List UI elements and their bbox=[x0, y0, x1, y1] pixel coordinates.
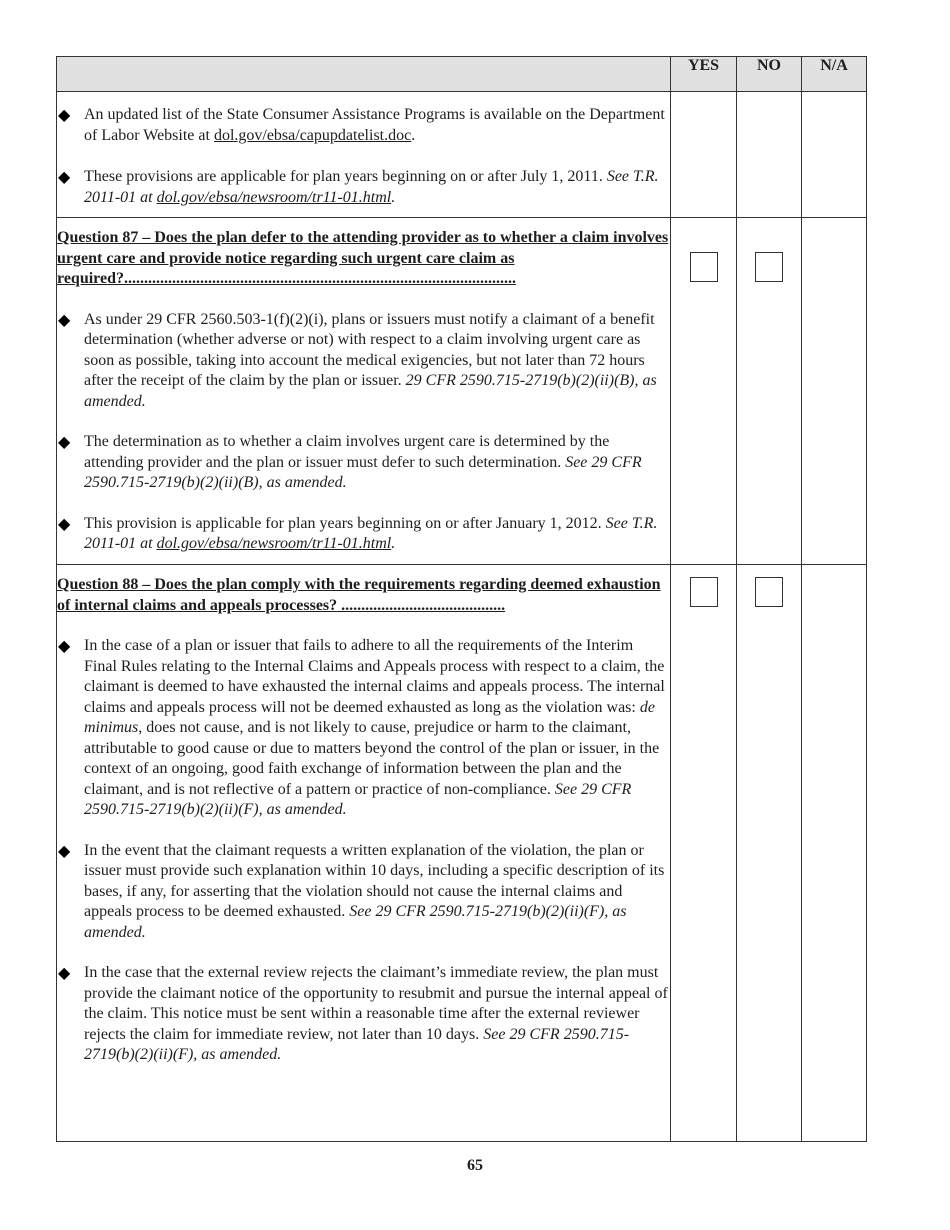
capupdatelist-link[interactable]: dol.gov/ebsa/capupdatelist.doc bbox=[213, 126, 412, 144]
row-content bbox=[57, 218, 671, 565]
q88-no-checkbox[interactable] bbox=[755, 577, 783, 607]
na-cell bbox=[802, 92, 867, 218]
q87-yes-checkbox[interactable] bbox=[690, 252, 718, 282]
list-item: ◆ In the event that the claimant requests a written explanation of the violation, the plan or issuer must provide such explanation within 10 days, including a specific description of its bases, if any, for asserting that the violation should not cause the internal claims and appeals process to be deemed exhausted. See 29 CFR 2590.715-2719(b)(2)(ii)(F), as amended. bbox=[58, 841, 665, 941]
question-87-title: Question 87 – Does the plan defer to the attending provider as to whether a claim involves urgent care and provide notice regarding such urgent care claim as required?.................................................................................................. bbox=[57, 229, 669, 287]
header-blank bbox=[57, 57, 671, 92]
diamond-bullet-icon: ◆ bbox=[58, 169, 71, 186]
no-cell bbox=[737, 92, 802, 218]
q87-no-checkbox[interactable] bbox=[755, 252, 783, 282]
list-item: ◆ These provisions are applicable for plan years beginning on or after July 1, 2011. See T.R. 2011-01 at dol.gov/ebsa/newsroom/tr11-01.html. bbox=[58, 168, 659, 206]
header-no: NO bbox=[737, 57, 802, 92]
list-item: ◆ The determination as to whether a claim involves urgent care is determined by the attending provider and the plan or issuer must defer to such determination. See 29 CFR 2590.715-2719(b)(2)(ii)(B), as amended. bbox=[58, 433, 642, 491]
header-na: N/A bbox=[802, 57, 867, 92]
page-number: 65 bbox=[467, 1157, 483, 1174]
tr11-01-link[interactable]: dol.gov/ebsa/newsroom/tr11-01.html bbox=[156, 535, 392, 552]
tr11-01-link[interactable]: dol.gov/ebsa/newsroom/tr11-01.html bbox=[156, 188, 392, 206]
header-yes: YES bbox=[671, 57, 737, 92]
list-item: ◆ As under 29 CFR 2560.503-1(f)(2)(i), plans or issuers must notify a claimant of a benefit determination (whether adverse or not) with respect to a claim involving urgent care as soon as possible, taking into account the medical exigencies, but not later than 72 hours after the receipt of the claim by the plan or issuer. 29 CFR 2590.715-2719(b)(2)(ii)(B), as amended. bbox=[58, 310, 657, 410]
diamond-bullet-icon: ◆ bbox=[58, 842, 71, 860]
list-item: ◆ An updated list of the State Consumer Assistance Programs is available on the Department of Labor Website at dol.gov/ebsa/capupdatelist.doc. bbox=[58, 106, 665, 144]
yes-cell bbox=[671, 218, 737, 565]
row-content bbox=[57, 92, 671, 218]
diamond-bullet-icon: ◆ bbox=[58, 638, 71, 655]
checklist-table bbox=[56, 56, 867, 1142]
diamond-bullet-icon: ◆ bbox=[58, 107, 71, 124]
yes-cell bbox=[671, 565, 737, 1142]
no-cell bbox=[737, 565, 802, 1142]
row-content bbox=[57, 565, 671, 1142]
na-cell bbox=[802, 565, 867, 1142]
list-item: ◆ This provision is applicable for plan years beginning on or after January 1, 2012. See T.R. 2011-01 at dol.gov/ebsa/newsroom/tr11-01.html. bbox=[58, 514, 658, 552]
q88-yes-checkbox[interactable] bbox=[690, 577, 718, 607]
list-item: ◆ In the case of a plan or issuer that fails to adhere to all the requirements of the Interim Final Rules relating to the Internal Claims and Appeals process with respect to a claim, the claimant is deemed to have exhausted the internal claims and appeals process. The internal claims and appeals process will not be deemed exhausted as long as the violation was: de minimus, does not cause, and is not likely to cause, prejudice or harm to the claimant, attributable to good cause or due to matters beyond the control of the plan or issuer, in the context of an ongoing, good faith exchange of information between the plan and the claimant, and is not reflective of a pattern or practice of non-compliance. See 29 CFR 2590.715-2719(b)(2)(ii)(F), as amended. bbox=[58, 637, 665, 818]
list-item: ◆ In the case that the external review rejects the claimant’s immediate review, the plan must provide the claimant notice of the opportunity to resubmit and pursue the internal appeal of the claim. This notice must be sent within a reasonable time after the external reviewer rejects the claim for immediate review, not later than 10 days. See 29 CFR 2590.715-2719(b)(2)(ii)(F), as amended. bbox=[58, 964, 668, 1063]
table-row-question-88 bbox=[57, 565, 867, 1142]
table-row-question-87 bbox=[57, 218, 867, 565]
diamond-bullet-icon: ◆ bbox=[58, 434, 71, 451]
diamond-bullet-icon: ◆ bbox=[58, 515, 71, 533]
diamond-bullet-icon: ◆ bbox=[58, 965, 71, 982]
header-row bbox=[57, 57, 867, 92]
na-cell bbox=[802, 218, 867, 565]
diamond-bullet-icon: ◆ bbox=[58, 311, 71, 329]
no-cell bbox=[737, 218, 802, 565]
table-row bbox=[57, 92, 867, 218]
question-88-title: Question 88 – Does the plan comply with the requirements regarding deemed exhaustion of internal claims and appeals processes? ......................................... bbox=[57, 576, 661, 614]
yes-cell bbox=[671, 92, 737, 218]
